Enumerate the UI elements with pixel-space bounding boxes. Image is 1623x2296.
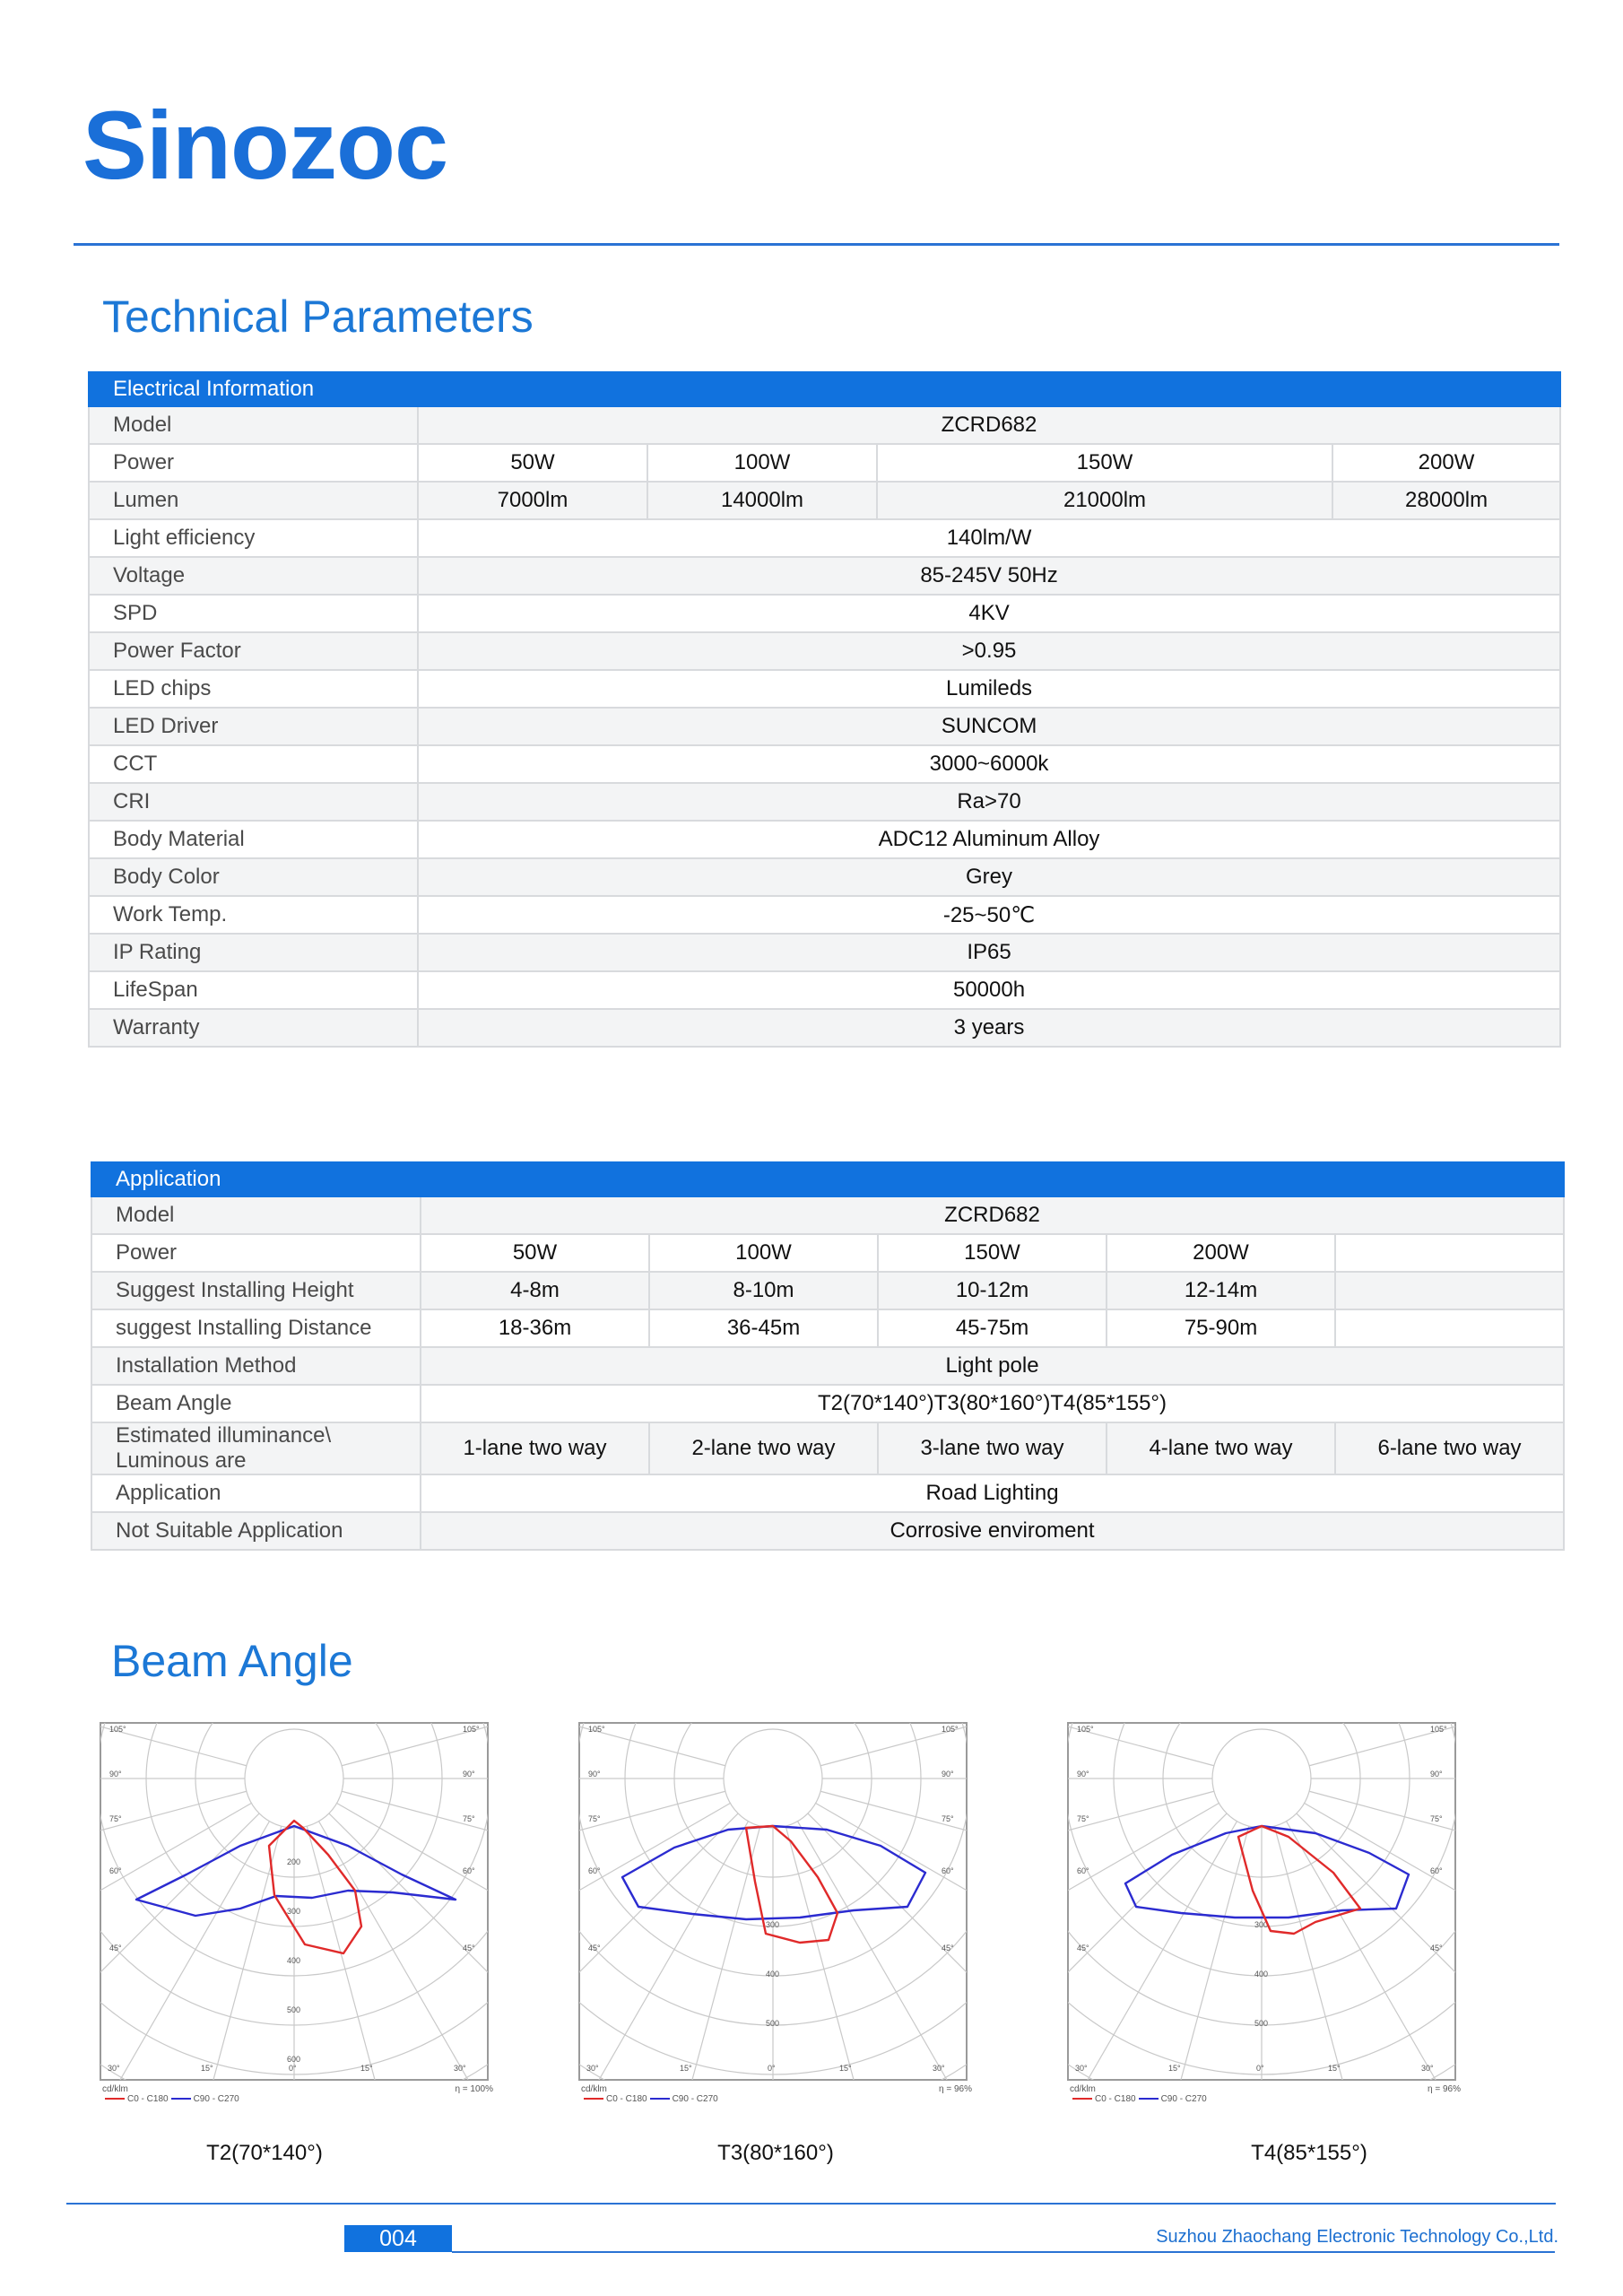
row-label: Lumen xyxy=(89,482,418,519)
row-value: 50W xyxy=(421,1234,649,1272)
header-divider xyxy=(74,243,1559,246)
row-label: Work Temp. xyxy=(89,896,418,934)
beam-legend-t3 xyxy=(581,2084,972,2104)
table-row xyxy=(91,1234,1564,1272)
row-label: Power xyxy=(91,1234,421,1272)
angle-label: 75° xyxy=(942,1814,954,1823)
efficiency-label: η = 96% xyxy=(939,2084,972,2094)
radial-label: 500 xyxy=(766,2019,780,2028)
angle-label: 105° xyxy=(942,1725,959,1734)
angle-label: 90° xyxy=(1077,1770,1089,1779)
beam-legend-t4 xyxy=(1070,2084,1461,2104)
row-label: Installation Method xyxy=(91,1347,421,1385)
angle-label: 45° xyxy=(588,1944,601,1952)
angle-label: 60° xyxy=(588,1866,601,1875)
angle-label: 75° xyxy=(588,1814,601,1823)
angle-label: 15° xyxy=(1168,2064,1181,2073)
row-value: ZCRD682 xyxy=(421,1196,1564,1234)
row-value: 8-10m xyxy=(649,1272,878,1309)
row-value: 18-36m xyxy=(421,1309,649,1347)
row-value: 100W xyxy=(647,444,877,482)
row-value: 150W xyxy=(877,444,1332,482)
row-value: T2(70*140°)T3(80*160°)T4(85*155°) xyxy=(421,1385,1564,1422)
table-row xyxy=(91,1347,1564,1385)
beam-chart-t2 xyxy=(99,1721,490,2082)
angle-label: 0° xyxy=(1256,2064,1264,2073)
angle-label: 105° xyxy=(463,1725,480,1734)
angle-label: 90° xyxy=(109,1770,122,1779)
row-value: 200W xyxy=(1332,444,1560,482)
caption-t2: T2(70*140°) xyxy=(206,2141,323,2165)
angle-label: 30° xyxy=(454,2064,466,2073)
legend-c90: C90 - C270 xyxy=(672,2094,718,2104)
angle-label: 15° xyxy=(839,2064,852,2073)
row-label: LED chips xyxy=(89,670,418,708)
angle-label: 75° xyxy=(1077,1814,1089,1823)
row-label: Body Color xyxy=(89,858,418,896)
angle-label: 75° xyxy=(109,1814,122,1823)
row-value: 28000lm xyxy=(1332,482,1560,519)
row-value: Ra>70 xyxy=(418,783,1560,821)
angle-label: 105° xyxy=(1077,1725,1094,1734)
table-row xyxy=(89,595,1560,632)
row-value: ZCRD682 xyxy=(418,406,1560,444)
angle-label: 45° xyxy=(942,1944,954,1952)
table-row xyxy=(89,406,1560,444)
radial-label: 300 xyxy=(766,1920,780,1929)
table-row xyxy=(91,1272,1564,1309)
table-row xyxy=(89,971,1560,1009)
table-row xyxy=(89,670,1560,708)
row-value: IP65 xyxy=(418,934,1560,971)
row-value: 150W xyxy=(878,1234,1107,1272)
table-row xyxy=(91,1512,1564,1550)
row-value: 21000lm xyxy=(877,482,1332,519)
angle-label: 90° xyxy=(463,1770,475,1779)
row-value: >0.95 xyxy=(418,632,1560,670)
row-value: 12-14m xyxy=(1107,1272,1335,1309)
page-number: 004 xyxy=(344,2225,452,2252)
table-row xyxy=(91,1309,1564,1347)
beam-chart-t4 xyxy=(1066,1721,1457,2082)
legend-c90: C90 - C270 xyxy=(1160,2094,1207,2104)
efficiency-label: η = 100% xyxy=(455,2084,493,2094)
angle-label: 105° xyxy=(588,1725,605,1734)
angle-label: 60° xyxy=(942,1866,954,1875)
table-row xyxy=(89,934,1560,971)
row-value: 85-245V 50Hz xyxy=(418,557,1560,595)
angle-label: 105° xyxy=(109,1725,126,1734)
table-header: Electrical Information xyxy=(89,372,1560,406)
angle-label: 15° xyxy=(360,2064,373,2073)
unit-label: cd/klm xyxy=(581,2084,607,2094)
radial-label: 600 xyxy=(287,2055,301,2064)
beam-chart-t3 xyxy=(577,1721,968,2082)
caption-t4: T4(85*155°) xyxy=(1251,2141,1367,2165)
legend-c0: C0 - C180 xyxy=(127,2094,169,2104)
table-row xyxy=(89,519,1560,557)
table-row xyxy=(91,1196,1564,1234)
footer-underline xyxy=(452,2251,1555,2253)
table-row xyxy=(89,444,1560,482)
radial-label: 400 xyxy=(766,1970,780,1979)
legend-c90: C90 - C270 xyxy=(193,2094,239,2104)
row-label: Voltage xyxy=(89,557,418,595)
angle-label: 45° xyxy=(1430,1944,1443,1952)
row-label: Suggest Installing Height xyxy=(91,1272,421,1309)
row-value: 100W xyxy=(649,1234,878,1272)
radial-label: 300 xyxy=(287,1907,301,1916)
row-label: Model xyxy=(89,406,418,444)
row-value xyxy=(1335,1309,1564,1347)
table-row xyxy=(89,708,1560,745)
row-label: Not Suitable Application xyxy=(91,1512,421,1550)
angle-label: 45° xyxy=(109,1944,122,1952)
row-label: Application xyxy=(91,1474,421,1512)
row-value: 10-12m xyxy=(878,1272,1107,1309)
row-value: 4-lane two way xyxy=(1107,1422,1335,1474)
table-row xyxy=(91,1385,1564,1422)
angle-label: 15° xyxy=(201,2064,213,2073)
table-header: Application xyxy=(91,1162,1564,1196)
beam-angle-title: Beam Angle xyxy=(111,1636,353,1686)
table-row xyxy=(89,1009,1560,1047)
angle-label: 0° xyxy=(768,2064,776,2073)
row-value: 4KV xyxy=(418,595,1560,632)
angle-label: 45° xyxy=(463,1944,475,1952)
angle-label: 90° xyxy=(1430,1770,1443,1779)
angle-label: 15° xyxy=(1328,2064,1341,2073)
angle-label: 60° xyxy=(463,1866,475,1875)
row-value: 200W xyxy=(1107,1234,1335,1272)
row-value: 3 years xyxy=(418,1009,1560,1047)
angle-label: 60° xyxy=(1077,1866,1089,1875)
angle-label: 45° xyxy=(1077,1944,1089,1952)
row-label: LED Driver xyxy=(89,708,418,745)
row-value: Lumileds xyxy=(418,670,1560,708)
row-label: CRI xyxy=(89,783,418,821)
angle-label: 0° xyxy=(289,2064,297,2073)
row-value: ADC12 Aluminum Alloy xyxy=(418,821,1560,858)
table-row xyxy=(89,557,1560,595)
angle-label: 105° xyxy=(1430,1725,1447,1734)
row-value: 4-8m xyxy=(421,1272,649,1309)
row-label: CCT xyxy=(89,745,418,783)
angle-label: 30° xyxy=(586,2064,599,2073)
row-value: 36-45m xyxy=(649,1309,878,1347)
row-label: Power xyxy=(89,444,418,482)
row-value: -25~50℃ xyxy=(418,896,1560,934)
row-value: 50000h xyxy=(418,971,1560,1009)
row-value: Road Lighting xyxy=(421,1474,1564,1512)
angle-label: 60° xyxy=(1430,1866,1443,1875)
table-row xyxy=(89,858,1560,896)
angle-label: 30° xyxy=(108,2064,120,2073)
table-row xyxy=(89,632,1560,670)
radial-label: 500 xyxy=(1254,2019,1269,2028)
table-row xyxy=(89,745,1560,783)
radial-label: 400 xyxy=(287,1956,301,1965)
legend-c0: C0 - C180 xyxy=(1095,2094,1136,2104)
row-value: 1-lane two way xyxy=(421,1422,649,1474)
unit-label: cd/klm xyxy=(102,2084,128,2094)
radial-label: 400 xyxy=(1254,1970,1269,1979)
row-label: LifeSpan xyxy=(89,971,418,1009)
brand-logo: Sinozoc xyxy=(82,91,448,199)
company-name: Suzhou Zhaochang Electronic Technology Co.,Ltd. xyxy=(1156,2227,1558,2247)
radial-label: 300 xyxy=(1254,1920,1269,1929)
row-value: 75-90m xyxy=(1107,1309,1335,1347)
row-value: Light pole xyxy=(421,1347,1564,1385)
efficiency-label: η = 96% xyxy=(1428,2084,1461,2094)
row-value: 6-lane two way xyxy=(1335,1422,1564,1474)
row-value: 3-lane two way xyxy=(878,1422,1107,1474)
radial-label: 500 xyxy=(287,2005,301,2014)
table-row xyxy=(91,1422,1564,1474)
angle-label: 30° xyxy=(1075,2064,1088,2073)
row-value: 7000lm xyxy=(418,482,647,519)
row-label: Estimated illuminance\ Luminous are xyxy=(91,1422,421,1474)
beam-legend-t2 xyxy=(102,2084,493,2104)
row-label: Beam Angle xyxy=(91,1385,421,1422)
row-value: Grey xyxy=(418,858,1560,896)
row-value: 3000~6000k xyxy=(418,745,1560,783)
table-row xyxy=(89,482,1560,519)
row-value: 50W xyxy=(418,444,647,482)
row-label: suggest Installing Distance xyxy=(91,1309,421,1347)
row-value: 14000lm xyxy=(647,482,877,519)
angle-label: 75° xyxy=(463,1814,475,1823)
row-label: Warranty xyxy=(89,1009,418,1047)
caption-t3: T3(80*160°) xyxy=(717,2141,834,2165)
row-value: 2-lane two way xyxy=(649,1422,878,1474)
footer-divider xyxy=(66,2203,1556,2205)
table-row xyxy=(91,1474,1564,1512)
row-label: SPD xyxy=(89,595,418,632)
angle-label: 60° xyxy=(109,1866,122,1875)
row-value xyxy=(1335,1272,1564,1309)
angle-label: 30° xyxy=(933,2064,945,2073)
row-value: SUNCOM xyxy=(418,708,1560,745)
row-value: Corrosive enviroment xyxy=(421,1512,1564,1550)
angle-label: 90° xyxy=(942,1770,954,1779)
application-table xyxy=(91,1161,1565,1551)
technical-parameters-title: Technical Parameters xyxy=(102,291,534,342)
row-label: Light efficiency xyxy=(89,519,418,557)
row-value: 140lm/W xyxy=(418,519,1560,557)
angle-label: 15° xyxy=(680,2064,692,2073)
row-value xyxy=(1335,1234,1564,1272)
angle-label: 75° xyxy=(1430,1814,1443,1823)
row-label: Model xyxy=(91,1196,421,1234)
angle-label: 30° xyxy=(1421,2064,1434,2073)
unit-label: cd/klm xyxy=(1070,2084,1096,2094)
table-row xyxy=(89,896,1560,934)
table-row xyxy=(89,783,1560,821)
row-value: 45-75m xyxy=(878,1309,1107,1347)
radial-label: 200 xyxy=(287,1857,301,1866)
angle-label: 90° xyxy=(588,1770,601,1779)
table-row xyxy=(89,821,1560,858)
legend-c0: C0 - C180 xyxy=(606,2094,647,2104)
row-label: IP Rating xyxy=(89,934,418,971)
electrical-info-table xyxy=(88,371,1561,1048)
row-label: Power Factor xyxy=(89,632,418,670)
row-label: Body Material xyxy=(89,821,418,858)
